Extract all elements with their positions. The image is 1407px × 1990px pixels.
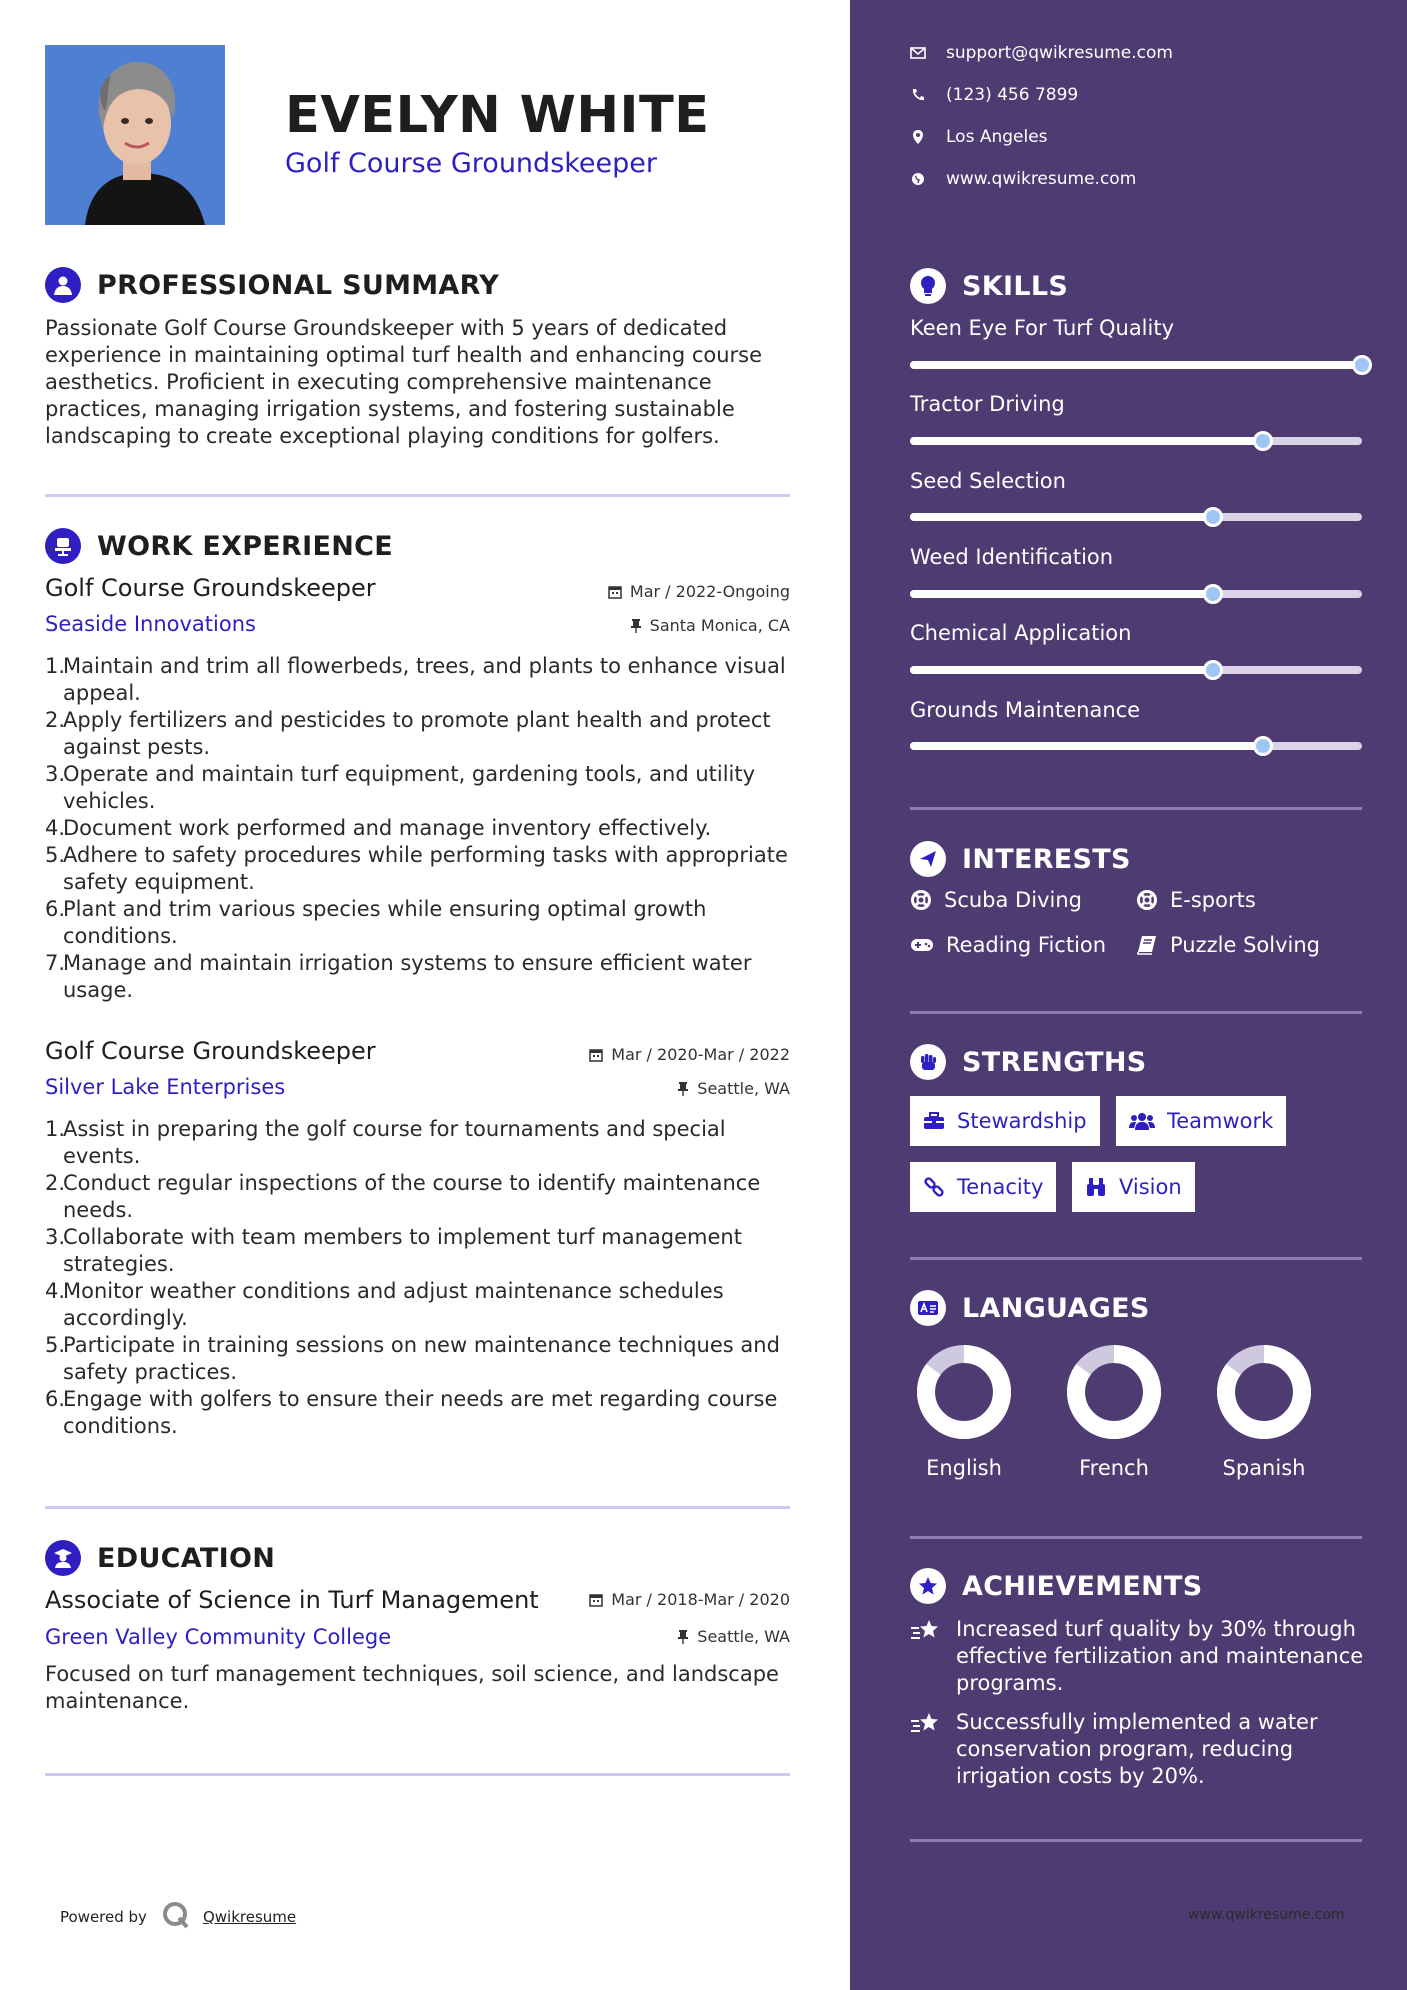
interest-item	[910, 933, 1106, 957]
summary-heading	[45, 267, 499, 303]
qwikresume-link[interactable]: Qwikresume	[202, 1908, 297, 1926]
school: Green Valley Community College	[45, 1625, 392, 1649]
sidebar-divider	[910, 1839, 1362, 1842]
skill-bar-fill	[910, 437, 1263, 445]
qwikresume-logo-icon	[161, 1900, 191, 1934]
job-company: Seaside Innovations	[45, 612, 256, 636]
contact-email[interactable]	[910, 43, 1173, 63]
interest-item	[910, 888, 1082, 912]
skill-bar-fill	[910, 361, 1362, 369]
job-location	[630, 616, 790, 635]
strength-label: Stewardship	[957, 1109, 1087, 1133]
phone-icon	[910, 88, 926, 102]
skills-heading	[910, 268, 1068, 304]
skill-bar	[910, 437, 1362, 445]
interest-item	[1136, 933, 1320, 957]
list-item: 7. Manage and maintain irrigation systems to ensure efficient water usage.	[45, 951, 752, 1002]
fist-icon	[910, 1044, 946, 1080]
graduate-icon	[45, 1540, 81, 1576]
skill-bar-fill	[910, 590, 1213, 598]
life-ring-icon	[1136, 889, 1158, 911]
job-location-text: Seattle, WA	[697, 1079, 790, 1098]
pin-icon	[630, 619, 642, 633]
toolbox-icon	[923, 1112, 945, 1130]
list-item: 1. Maintain and trim all flowerbeds, trees, and plants to enhance visual appeal.	[45, 654, 786, 705]
education-location-text: Seattle, WA	[697, 1627, 790, 1646]
skill-name: Chemical Application	[910, 621, 1132, 645]
shooting-star-icon	[910, 1616, 946, 1697]
contact-website[interactable]	[910, 169, 1136, 189]
section-divider	[45, 1773, 790, 1776]
achievement-text: Successfully implemented a water conservation program, reducing irrigation costs by 20%.	[956, 1710, 1318, 1788]
sidebar-divider	[910, 1257, 1362, 1260]
calendar-icon	[608, 585, 622, 599]
shooting-star-icon	[910, 1709, 946, 1790]
skill-name: Weed Identification	[910, 545, 1114, 569]
life-ring-icon	[910, 889, 932, 911]
strength-chip	[1116, 1096, 1286, 1146]
calendar-icon	[589, 1048, 603, 1062]
strength-label: Teamwork	[1167, 1109, 1274, 1133]
summary-text: Passionate Golf Course Groundskeeper with 5 years of dedicated experience in maintaining optimal turf health and enhancing course aesthetics. Proficient in executing comprehensive maintenance practices, managing irrigation systems, and fostering sustainable landscaping to create exceptional playing conditions for golfers.	[45, 316, 763, 448]
job-duties-list	[45, 653, 795, 1004]
sidebar-divider	[910, 807, 1362, 810]
job-duties-list	[45, 1116, 795, 1440]
list-item: 4. Monitor weather conditions and adjust maintenance schedules accordingly.	[45, 1279, 724, 1330]
skill-bar-fill	[910, 513, 1213, 521]
users-icon	[1129, 1111, 1155, 1131]
achievements-heading	[910, 1568, 1203, 1604]
pin-icon	[677, 1082, 689, 1096]
list-item: 6. Plant and trim various species while ensuring optimal growth conditions.	[45, 897, 707, 948]
skill-bar-knob	[1352, 355, 1372, 375]
calendar-icon	[589, 1593, 603, 1607]
powered-label: Powered by	[60, 1908, 147, 1926]
footer-website[interactable]: www.qwikresume.com	[1188, 1907, 1345, 1923]
contact-website-text: www.qwikresume.com	[946, 169, 1137, 189]
language-label: English	[926, 1456, 1002, 1480]
interest-item	[1136, 888, 1256, 912]
skill-bar-knob	[1253, 431, 1273, 451]
skill-bar	[910, 513, 1362, 521]
job-location-text: Santa Monica, CA	[649, 616, 790, 635]
book-icon	[1136, 935, 1158, 955]
education-location	[677, 1627, 790, 1646]
summary-title: PROFESSIONAL SUMMARY	[97, 269, 500, 301]
skill-bar-knob	[1203, 584, 1223, 604]
language-ring	[1216, 1344, 1312, 1440]
language-label: French	[1079, 1456, 1149, 1480]
skill-bar	[910, 590, 1362, 598]
interests-title: INTERESTS	[962, 843, 1131, 875]
job-date	[608, 582, 790, 601]
strength-chip	[1072, 1162, 1195, 1212]
job-date-text: Mar / 2020-Mar / 2022	[611, 1045, 790, 1064]
education-title: EDUCATION	[97, 1542, 276, 1574]
skill-bar-fill	[910, 742, 1263, 750]
list-item: 3. Collaborate with team members to implement turf management strategies.	[45, 1225, 742, 1276]
briefcase-chair-icon	[45, 528, 81, 564]
interest-label: Puzzle Solving	[1170, 933, 1320, 957]
strengths-title: STRENGTHS	[962, 1046, 1147, 1078]
candidate-name: EVELYN WHITE	[285, 86, 710, 145]
language-item	[1209, 1344, 1319, 1480]
education-text: Focused on turf management techniques, soil science, and landscape maintenance.	[45, 1662, 779, 1713]
language-item	[1059, 1344, 1169, 1480]
skill-bar-knob	[1203, 660, 1223, 680]
job-company: Silver Lake Enterprises	[45, 1075, 286, 1099]
candidate-title: Golf Course Groundskeeper	[285, 148, 658, 179]
contact-location	[910, 127, 1048, 147]
education-date-text: Mar / 2018-Mar / 2020	[611, 1590, 790, 1609]
skill-bar	[910, 666, 1362, 674]
strength-chip	[910, 1096, 1100, 1146]
achievement-text: Increased turf quality by 30% through effective fertilization and maintenance programs.	[956, 1617, 1364, 1695]
lightbulb-icon	[910, 268, 946, 304]
education-date	[589, 1590, 790, 1609]
footer-powered	[60, 1900, 296, 1934]
language-ring	[1066, 1344, 1162, 1440]
skill-name: Tractor Driving	[910, 392, 1065, 416]
list-item: 2. Conduct regular inspections of the course to identify maintenance needs.	[45, 1171, 761, 1222]
skill-bar	[910, 742, 1362, 750]
skill-name: Keen Eye For Turf Quality	[910, 316, 1175, 340]
section-divider	[45, 494, 790, 497]
contact-location-text: Los Angeles	[946, 127, 1048, 147]
strength-label: Tenacity	[957, 1175, 1044, 1199]
degree: Associate of Science in Turf Management	[45, 1586, 539, 1614]
education-heading	[45, 1540, 275, 1576]
gamepad-icon	[910, 937, 934, 953]
binoculars-icon	[1085, 1176, 1107, 1198]
contact-phone-text: (123) 456 7899	[946, 85, 1079, 105]
job-role: Golf Course Groundskeeper	[45, 1037, 376, 1065]
languages-heading	[910, 1290, 1150, 1326]
skill-bar-fill	[910, 666, 1213, 674]
skills-title: SKILLS	[962, 270, 1069, 302]
achievement-item	[910, 1616, 1370, 1697]
star-badge-icon	[910, 1568, 946, 1604]
job-date-text: Mar / 2022-Ongoing	[629, 582, 790, 601]
profile-photo	[45, 45, 225, 225]
language-card-icon	[910, 1290, 946, 1326]
pin-icon	[677, 1630, 689, 1644]
list-item: 1. Assist in preparing the golf course for tournaments and special events.	[45, 1117, 726, 1168]
achievement-item	[910, 1709, 1370, 1790]
list-item: 4. Document work performed and manage inventory effectively.	[45, 816, 712, 840]
list-item: 5. Participate in training sessions on new maintenance techniques and safety practices.	[45, 1333, 780, 1384]
language-label: Spanish	[1222, 1456, 1306, 1480]
list-item: 3. Operate and maintain turf equipment, gardening tools, and utility vehicles.	[45, 762, 756, 813]
strength-label: Vision	[1119, 1175, 1182, 1199]
strength-chip	[910, 1162, 1056, 1212]
experience-title: WORK EXPERIENCE	[97, 530, 393, 562]
achievements-title: ACHIEVEMENTS	[962, 1570, 1203, 1602]
interest-label: E-sports	[1170, 888, 1256, 912]
skill-bar	[910, 361, 1362, 369]
languages-title: LANGUAGES	[962, 1292, 1150, 1324]
list-item: 5. Adhere to safety procedures while performing tasks with appropriate safety equipment.	[45, 843, 788, 894]
globe-icon	[910, 172, 926, 186]
interest-label: Scuba Diving	[944, 888, 1082, 912]
strengths-heading	[910, 1044, 1147, 1080]
skill-name: Seed Selection	[910, 469, 1066, 493]
contact-email-text: support@qwikresume.com	[946, 43, 1173, 63]
list-item: 6. Engage with golfers to ensure their needs are met regarding course conditions.	[45, 1387, 778, 1438]
job-role: Golf Course Groundskeeper	[45, 574, 376, 602]
sidebar-divider	[910, 1011, 1362, 1014]
language-item	[909, 1344, 1019, 1480]
sidebar-divider	[910, 1536, 1362, 1539]
experience-heading	[45, 528, 393, 564]
section-divider	[45, 1506, 790, 1509]
language-ring	[916, 1344, 1012, 1440]
link-icon	[923, 1176, 945, 1198]
envelope-icon	[910, 47, 926, 59]
interest-label: Reading Fiction	[946, 933, 1107, 957]
paper-plane-icon	[910, 841, 946, 877]
skill-bar-knob	[1203, 507, 1223, 527]
job-date	[589, 1045, 790, 1064]
contact-phone[interactable]	[910, 85, 1078, 105]
skill-name: Grounds Maintenance	[910, 698, 1141, 722]
job-location	[677, 1079, 790, 1098]
interests-heading	[910, 841, 1131, 877]
list-item: 2. Apply fertilizers and pesticides to promote plant health and protect against pests.	[45, 708, 771, 759]
map-pin-icon	[910, 129, 926, 145]
user-icon	[45, 267, 81, 303]
skill-bar-knob	[1253, 736, 1273, 756]
